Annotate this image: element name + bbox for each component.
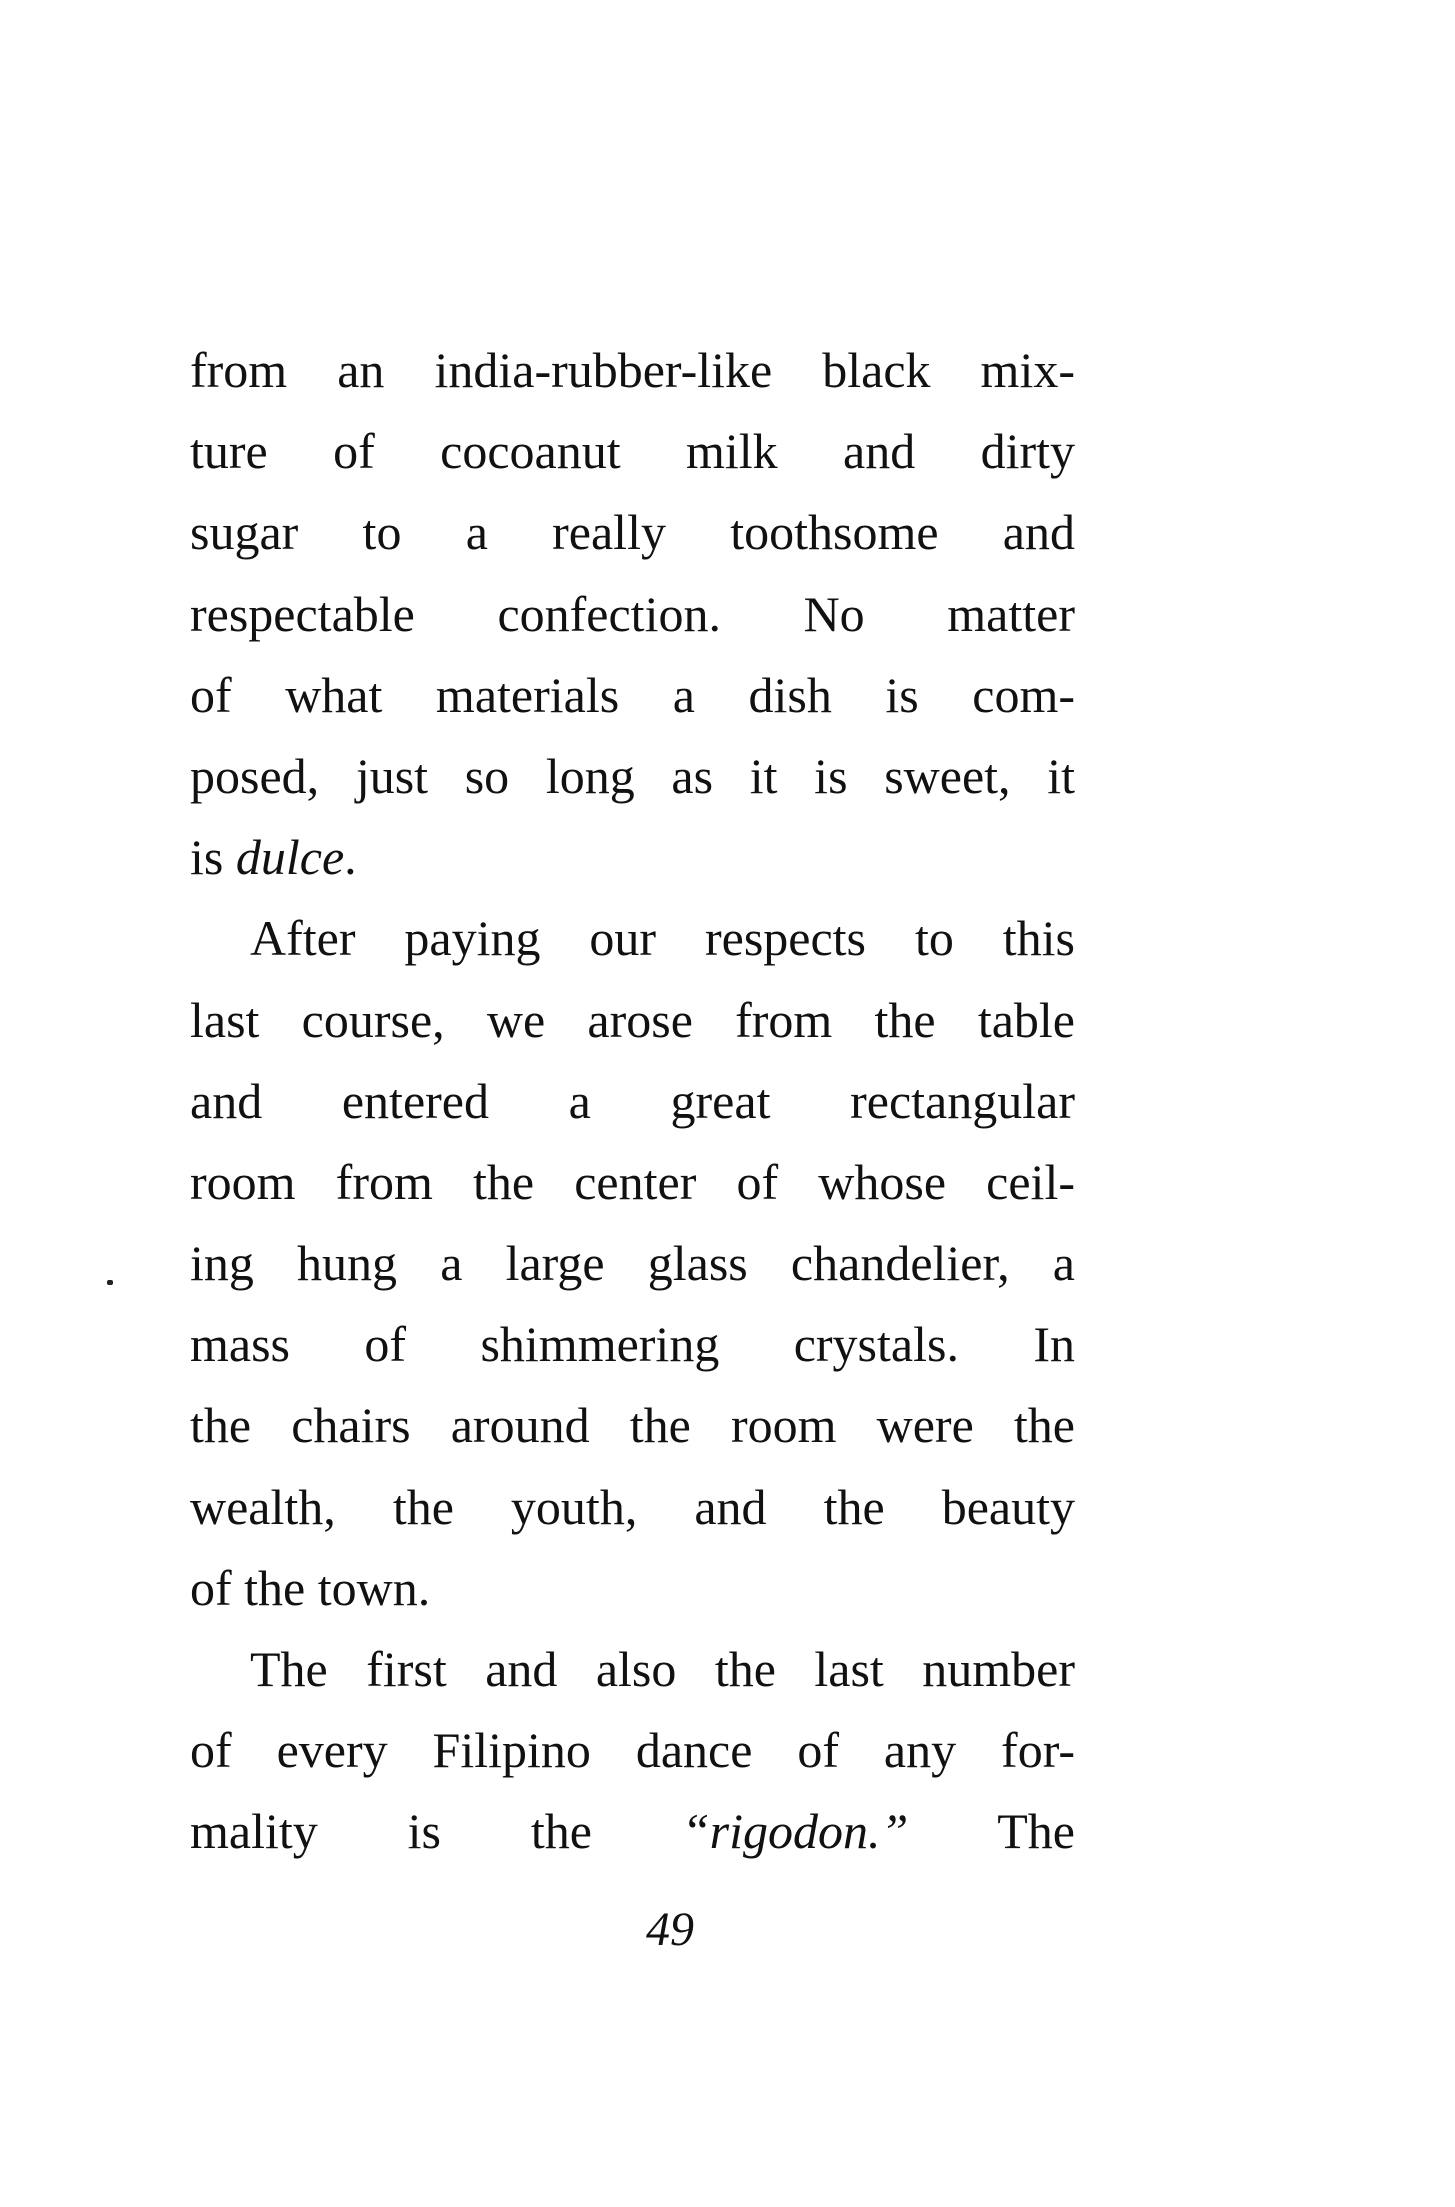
paragraph-first-line: After paying our respects to this [250, 910, 1075, 967]
text-line: of the town. [190, 1559, 431, 1616]
text-line: room from the center of whose ceil- [190, 1153, 1075, 1210]
text-line: last course, we arose from the table [190, 991, 1075, 1048]
text-line: from an india-rubber-like black mix- [190, 342, 1075, 398]
text-line: mass of shimmering crystals. In [190, 1316, 1075, 1373]
text-line: of every Filipino dance of any for- [190, 1722, 1075, 1779]
paragraph-first-line: The first and also the last number [250, 1641, 1075, 1697]
text-segment: mality is the [190, 1803, 682, 1860]
text-line: respectable confection. No matter [190, 585, 1075, 642]
text-segment: . [344, 829, 357, 886]
text-line: and entered a great rectangular [190, 1072, 1075, 1129]
text-line: sugar to a really toothsome and [190, 504, 1075, 561]
text-line: wealth, the youth, and the beauty [190, 1478, 1075, 1535]
text-line: posed, just so long as it is sweet, it [190, 747, 1075, 804]
text-line: ing hung a large glass chandelier, a [190, 1235, 1075, 1292]
body-text [190, 330, 1075, 1873]
text-line: the chairs around the room were the [190, 1397, 1075, 1454]
page-number: 49 [646, 1903, 694, 1956]
ink-speck [107, 1280, 113, 1285]
text-segment: is [190, 829, 236, 886]
text-line: of what materials a dish is com- [190, 666, 1075, 723]
italic-word: dulce [235, 829, 345, 886]
text-segment: The [908, 1803, 1075, 1860]
text-line: ture of cocoanut milk and dirty [190, 423, 1075, 480]
text-line [190, 817, 1075, 898]
italic-word: “rigodon.” [681, 1803, 909, 1860]
text-line [190, 1791, 1075, 1872]
